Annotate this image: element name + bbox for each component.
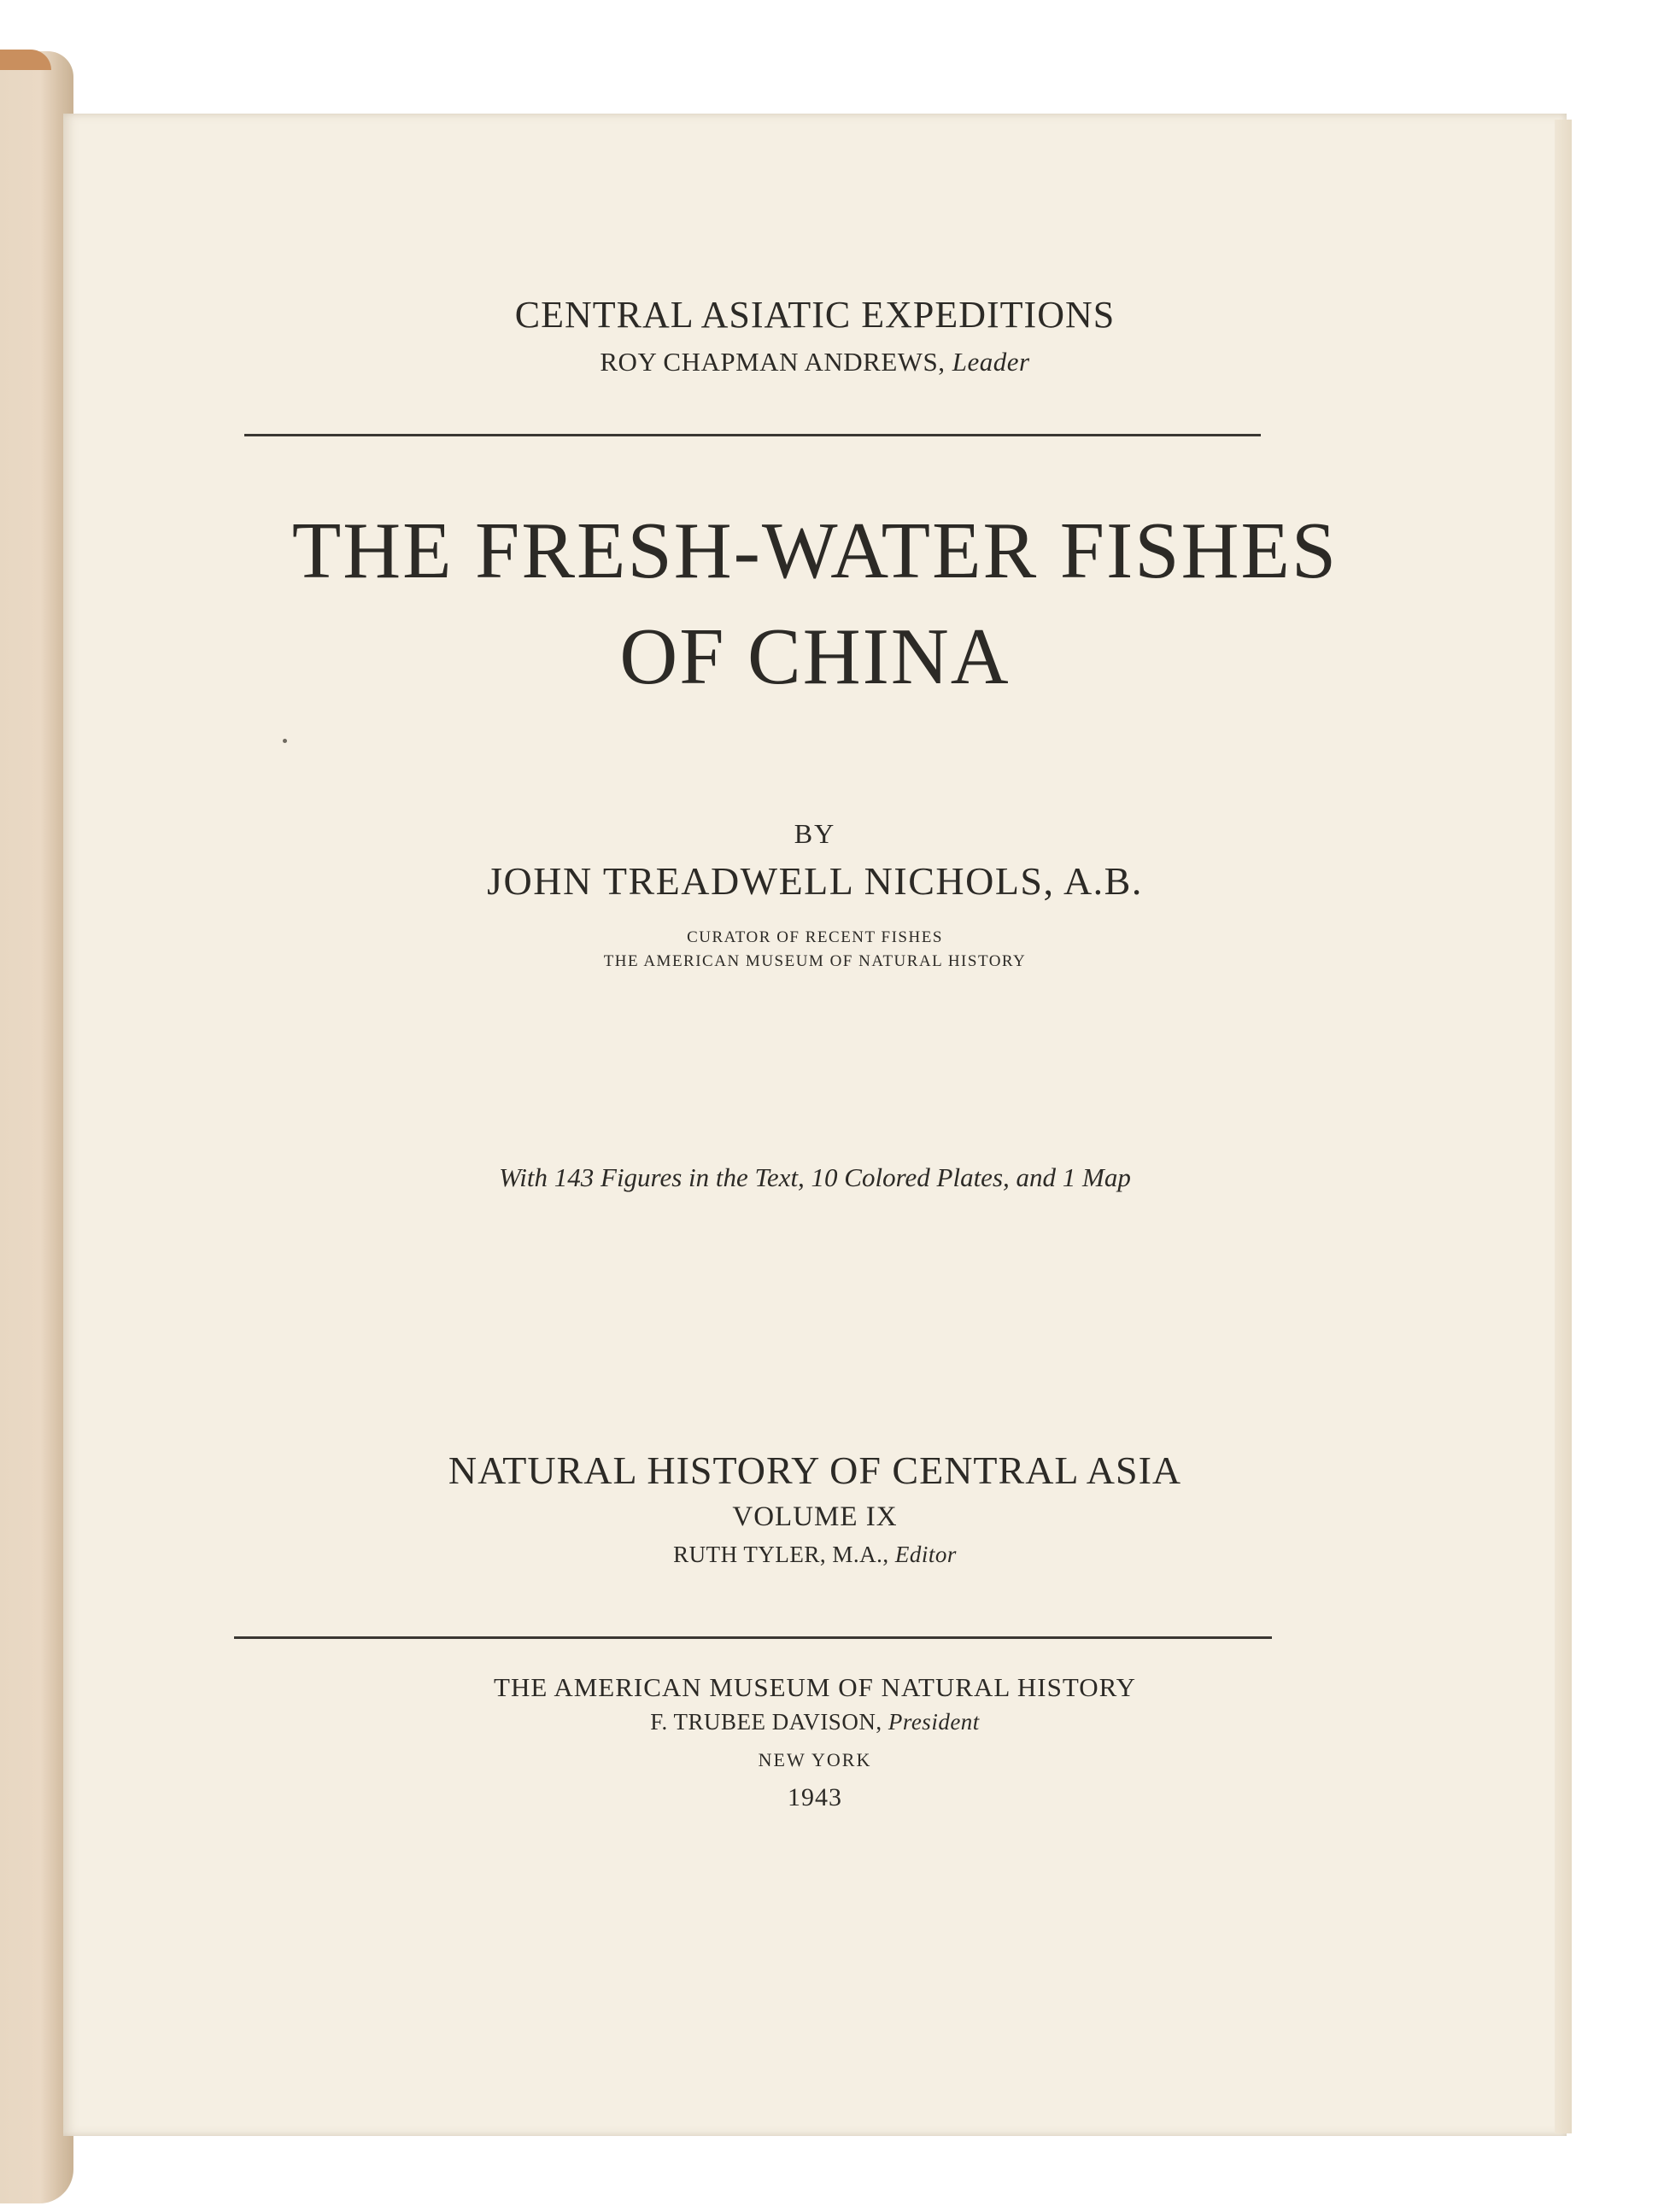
- author-institution: THE AMERICAN MUSEUM OF NATURAL HISTORY: [603, 952, 1027, 970]
- collection-name: NATURAL HISTORY OF CENTRAL ASIA: [448, 1448, 1182, 1492]
- editor-role: Editor: [894, 1542, 957, 1567]
- book-title-line-2: OF CHINA: [619, 612, 1011, 701]
- publisher-name: THE AMERICAN MUSEUM OF NATURAL HISTORY: [494, 1672, 1136, 1702]
- leader-role: Leader: [952, 347, 1030, 377]
- publisher-city: NEW YORK: [758, 1749, 872, 1770]
- president-name: F. TRUBEE DAVISON,: [650, 1709, 882, 1735]
- editor-name: RUTH TYLER, M.A.,: [673, 1542, 889, 1567]
- expedition-leader-line: [63, 347, 1567, 377]
- expedition-series-heading: CENTRAL ASIATIC EXPEDITIONS: [514, 294, 1116, 336]
- book-title-line-1: THE FRESH-WATER FISHES: [291, 506, 1339, 595]
- bottom-divider: [234, 1636, 1272, 1639]
- editor-line: [63, 1542, 1567, 1568]
- author-position: CURATOR OF RECENT FISHES: [687, 928, 943, 946]
- president-role: President: [888, 1709, 980, 1735]
- leader-name: ROY CHAPMAN ANDREWS,: [600, 347, 946, 377]
- page-right-edge: [1555, 120, 1572, 2133]
- paper-speck: [283, 739, 287, 743]
- volume-number: VOLUME IX: [732, 1501, 898, 1532]
- title-page: [63, 114, 1567, 2136]
- by-label: BY: [794, 818, 836, 849]
- publication-year: 1943: [788, 1783, 842, 1811]
- president-line: [63, 1709, 1567, 1735]
- illustrations-note: With 143 Figures in the Text, 10 Colored Plates, and 1 Map: [499, 1162, 1131, 1192]
- author-name: JOHN TREADWELL NICHOLS, A.B.: [487, 859, 1143, 903]
- top-divider: [244, 434, 1261, 436]
